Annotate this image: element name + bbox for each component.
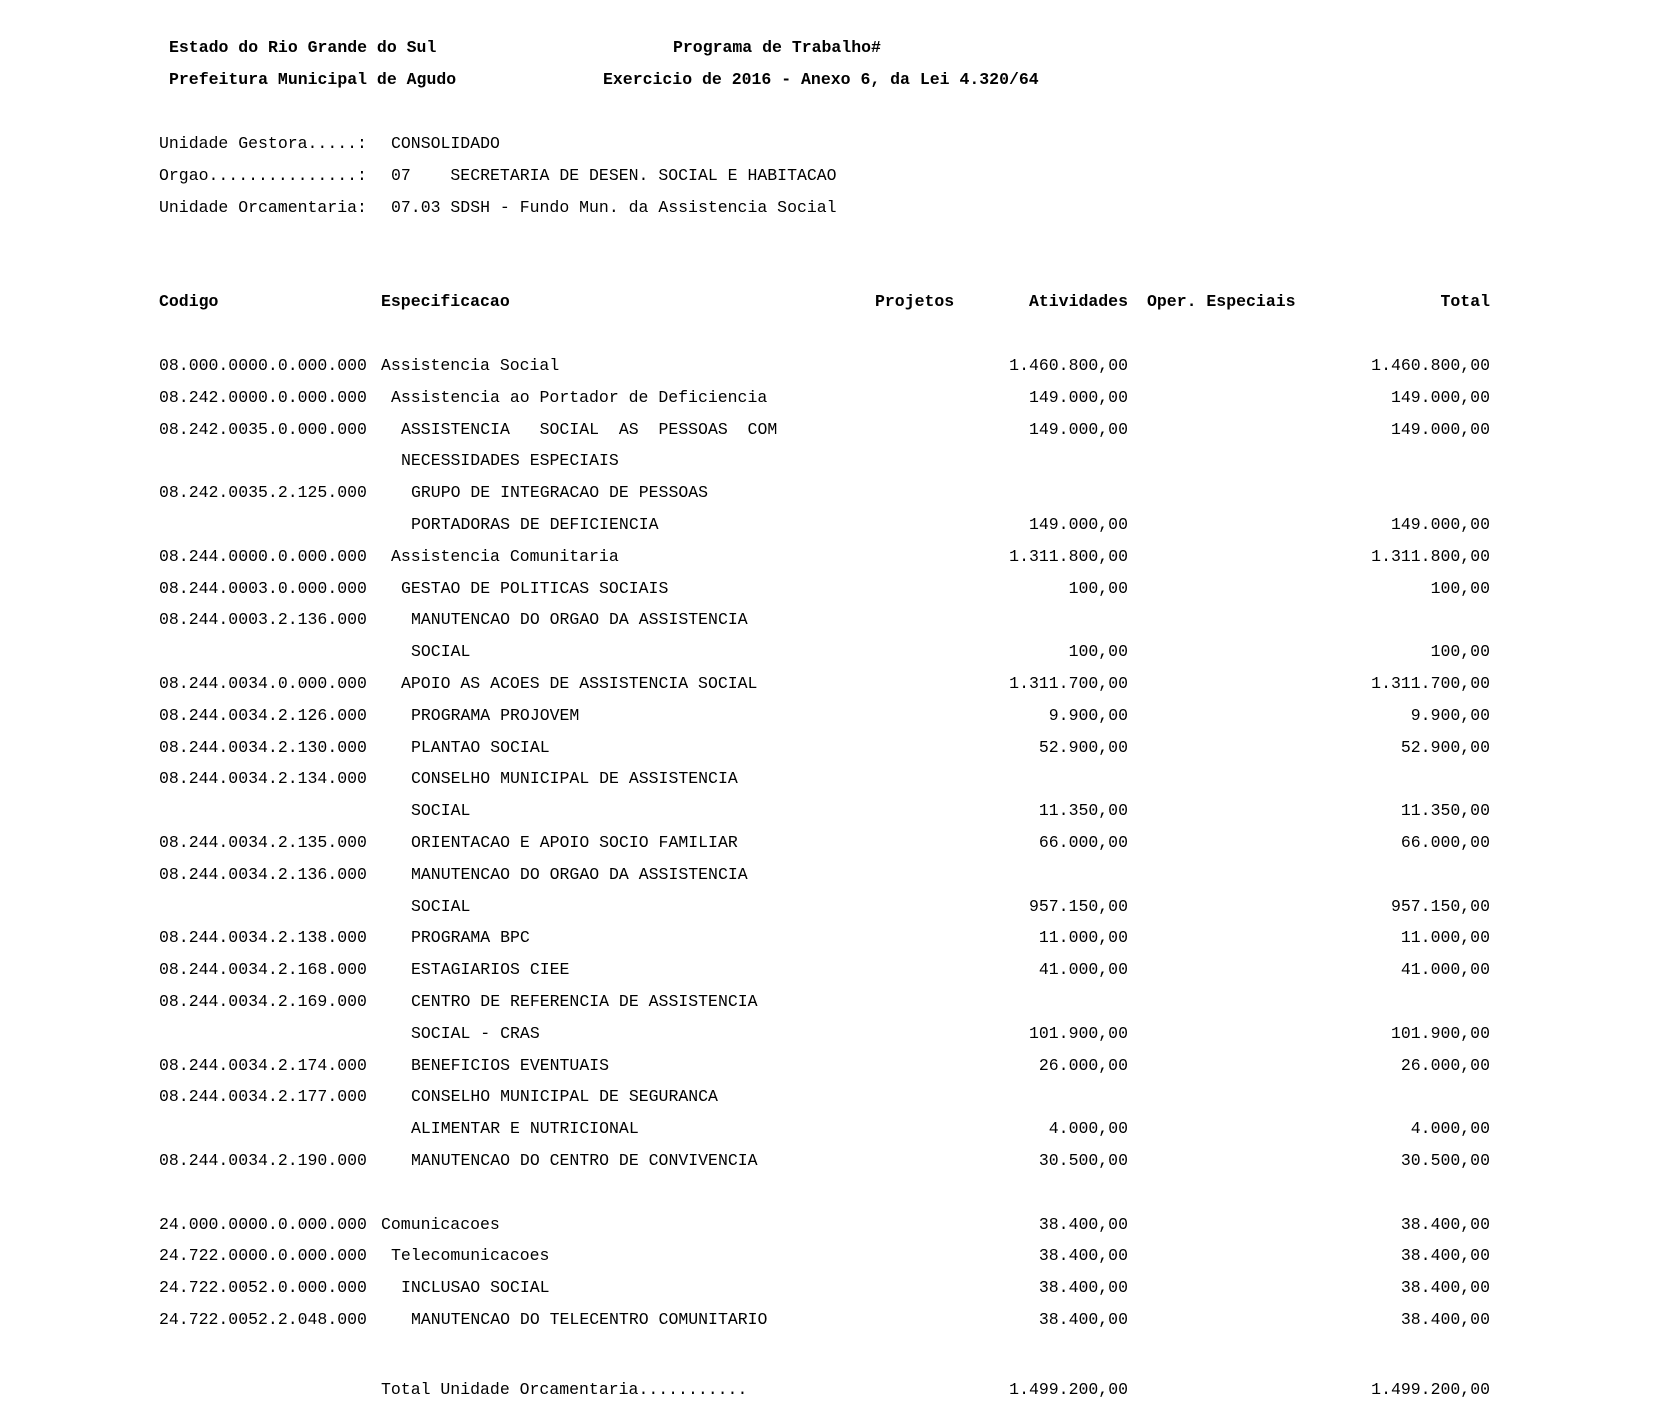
row-code: 08.000.0000.0.000.000 [159, 356, 367, 375]
row-code: 24.722.0052.2.048.000 [159, 1310, 367, 1329]
footer-total-atividades: 1.499.200,00 [1009, 1380, 1128, 1399]
row-especificacao: SOCIAL - CRAS [411, 1024, 540, 1043]
row-total: 4.000,00 [1410, 1119, 1490, 1138]
row-atividades: 11.000,00 [1038, 928, 1128, 947]
header-exercise: Exercicio de 2016 - Anexo 6, da Lei 4.320/64 [603, 70, 1039, 89]
row-especificacao: INCLUSAO SOCIAL [401, 1278, 550, 1297]
row-especificacao: MANUTENCAO DO ORGAO DA ASSISTENCIA [411, 865, 748, 884]
row-code: 08.244.0034.2.169.000 [159, 992, 367, 1011]
row-atividades: 100,00 [1068, 642, 1128, 661]
row-code: 08.244.0034.2.177.000 [159, 1087, 367, 1106]
row-atividades: 149.000,00 [1028, 515, 1128, 534]
row-code: 08.244.0034.2.134.000 [159, 769, 367, 788]
row-especificacao: PLANTAO SOCIAL [411, 738, 550, 757]
row-code: 08.242.0035.0.000.000 [159, 420, 367, 439]
row-atividades: 30.500,00 [1038, 1151, 1128, 1170]
row-code: 24.722.0052.0.000.000 [159, 1278, 367, 1297]
row-atividades: 1.311.800,00 [1009, 547, 1128, 566]
row-total: 38.400,00 [1400, 1278, 1490, 1297]
row-atividades: 41.000,00 [1038, 960, 1128, 979]
column-header-atividades: Atividades [1028, 292, 1128, 311]
column-header-codigo: Codigo [159, 292, 219, 311]
row-code: 08.244.0000.0.000.000 [159, 547, 367, 566]
row-total: 100,00 [1430, 642, 1490, 661]
row-especificacao: ALIMENTAR E NUTRICIONAL [411, 1119, 639, 1138]
orgao-label: Orgao...............: [159, 166, 367, 185]
row-total: 101.900,00 [1390, 1024, 1490, 1043]
row-especificacao: SOCIAL [411, 642, 471, 661]
row-atividades: 38.400,00 [1038, 1215, 1128, 1234]
row-code: 24.722.0000.0.000.000 [159, 1246, 367, 1265]
unidade-orcamentaria-value: 07.03 SDSH - Fundo Mun. da Assistencia Social [391, 198, 837, 217]
row-especificacao: Comunicacoes [381, 1215, 500, 1234]
row-code: 08.244.0034.2.174.000 [159, 1056, 367, 1075]
row-atividades: 26.000,00 [1038, 1056, 1128, 1075]
row-total: 11.000,00 [1400, 928, 1490, 947]
row-especificacao: MANUTENCAO DO TELECENTRO COMUNITARIO [411, 1310, 768, 1329]
footer-total-label: Total Unidade Orcamentaria........... [381, 1380, 748, 1399]
row-especificacao: SOCIAL [411, 801, 471, 820]
row-total: 149.000,00 [1390, 388, 1490, 407]
row-atividades: 38.400,00 [1038, 1246, 1128, 1265]
header-state: Estado do Rio Grande do Sul [169, 38, 437, 57]
row-especificacao: PROGRAMA PROJOVEM [411, 706, 580, 725]
header-prefecture: Prefeitura Municipal de Agudo [169, 70, 457, 89]
row-code: 08.244.0034.2.130.000 [159, 738, 367, 757]
row-especificacao: Assistencia Comunitaria [391, 547, 619, 566]
row-especificacao: PROGRAMA BPC [411, 928, 530, 947]
row-especificacao: GESTAO DE POLITICAS SOCIAIS [401, 579, 669, 598]
row-atividades: 149.000,00 [1028, 388, 1128, 407]
row-total: 1.460.800,00 [1371, 356, 1490, 375]
row-total: 9.900,00 [1410, 706, 1490, 725]
row-atividades: 100,00 [1068, 579, 1128, 598]
row-code: 08.242.0000.0.000.000 [159, 388, 367, 407]
row-code: 08.244.0034.2.190.000 [159, 1151, 367, 1170]
footer-total-value: 1.499.200,00 [1371, 1380, 1490, 1399]
row-especificacao: APOIO AS ACOES DE ASSISTENCIA SOCIAL [401, 674, 758, 693]
row-atividades: 1.460.800,00 [1009, 356, 1128, 375]
row-especificacao: Assistencia Social [381, 356, 560, 375]
row-atividades: 38.400,00 [1038, 1278, 1128, 1297]
row-atividades: 52.900,00 [1038, 738, 1128, 757]
row-total: 38.400,00 [1400, 1310, 1490, 1329]
unidade-gestora-label: Unidade Gestora.....: [159, 134, 367, 153]
row-especificacao: GRUPO DE INTEGRACAO DE PESSOAS [411, 483, 709, 502]
column-header-oper-especiais: Oper. Especiais [1147, 292, 1296, 311]
row-especificacao: NECESSIDADES ESPECIAIS [401, 451, 619, 470]
row-total: 957.150,00 [1390, 897, 1490, 916]
row-especificacao: CONSELHO MUNICIPAL DE ASSISTENCIA [411, 769, 738, 788]
row-especificacao: Assistencia ao Portador de Deficiencia [391, 388, 768, 407]
row-atividades: 9.900,00 [1048, 706, 1128, 725]
row-total: 11.350,00 [1400, 801, 1490, 820]
row-code: 24.000.0000.0.000.000 [159, 1215, 367, 1234]
row-code: 08.244.0034.2.135.000 [159, 833, 367, 852]
row-total: 149.000,00 [1390, 515, 1490, 534]
row-atividades: 149.000,00 [1028, 420, 1128, 439]
row-code: 08.244.0003.2.136.000 [159, 610, 367, 629]
row-atividades: 11.350,00 [1038, 801, 1128, 820]
unidade-gestora-value: CONSOLIDADO [391, 134, 500, 153]
row-especificacao: MANUTENCAO DO CENTRO DE CONVIVENCIA [411, 1151, 758, 1170]
row-total: 1.311.700,00 [1371, 674, 1490, 693]
row-especificacao: ORIENTACAO E APOIO SOCIO FAMILIAR [411, 833, 738, 852]
row-total: 26.000,00 [1400, 1056, 1490, 1075]
row-especificacao: BENEFICIOS EVENTUAIS [411, 1056, 610, 1075]
row-code: 08.242.0035.2.125.000 [159, 483, 367, 502]
row-atividades: 66.000,00 [1038, 833, 1128, 852]
row-atividades: 38.400,00 [1038, 1310, 1128, 1329]
row-atividades: 101.900,00 [1028, 1024, 1128, 1043]
row-especificacao: CONSELHO MUNICIPAL DE SEGURANCA [411, 1087, 718, 1106]
row-code: 08.244.0034.2.126.000 [159, 706, 367, 725]
column-header-projetos: Projetos [875, 292, 955, 311]
row-especificacao: ESTAGIARIOS CIEE [411, 960, 570, 979]
row-atividades: 4.000,00 [1048, 1119, 1128, 1138]
row-especificacao: CENTRO DE REFERENCIA DE ASSISTENCIA [411, 992, 758, 1011]
header-program: Programa de Trabalho# [673, 38, 881, 57]
row-total: 149.000,00 [1390, 420, 1490, 439]
row-total: 38.400,00 [1400, 1215, 1490, 1234]
row-total: 30.500,00 [1400, 1151, 1490, 1170]
unidade-orcamentaria-label: Unidade Orcamentaria: [159, 198, 367, 217]
row-total: 66.000,00 [1400, 833, 1490, 852]
row-total: 38.400,00 [1400, 1246, 1490, 1265]
row-especificacao: ASSISTENCIA SOCIAL AS PESSOAS COM [401, 420, 778, 439]
row-code: 08.244.0034.2.136.000 [159, 865, 367, 884]
row-total: 100,00 [1430, 579, 1490, 598]
orgao-value: 07 SECRETARIA DE DESEN. SOCIAL E HABITACAO [391, 166, 837, 185]
row-code: 08.244.0034.0.000.000 [159, 674, 367, 693]
row-especificacao: SOCIAL [411, 897, 471, 916]
row-code: 08.244.0034.2.138.000 [159, 928, 367, 947]
row-atividades: 1.311.700,00 [1009, 674, 1128, 693]
column-header-especificacao: Especificacao [381, 292, 510, 311]
row-total: 41.000,00 [1400, 960, 1490, 979]
column-header-total: Total [1440, 292, 1490, 311]
row-code: 08.244.0034.2.168.000 [159, 960, 367, 979]
row-total: 52.900,00 [1400, 738, 1490, 757]
row-especificacao: Telecomunicacoes [391, 1246, 550, 1265]
row-especificacao: PORTADORAS DE DEFICIENCIA [411, 515, 659, 534]
row-especificacao: MANUTENCAO DO ORGAO DA ASSISTENCIA [411, 610, 748, 629]
row-atividades: 957.150,00 [1028, 897, 1128, 916]
row-code: 08.244.0003.0.000.000 [159, 579, 367, 598]
row-total: 1.311.800,00 [1371, 547, 1490, 566]
